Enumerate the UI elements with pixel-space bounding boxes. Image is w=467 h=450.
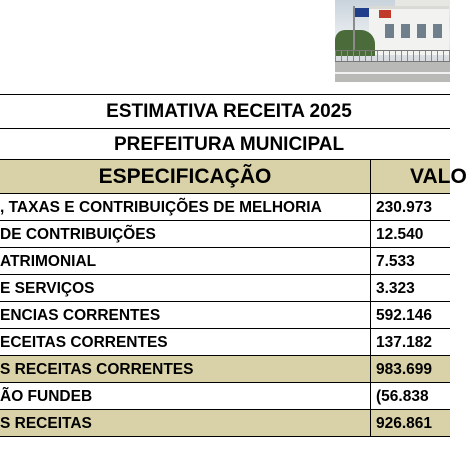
table-title: ESTIMATIVA RECEITA 2025 xyxy=(0,95,450,129)
row-specification-text: E SERVIÇOS xyxy=(0,280,95,297)
row-specification xyxy=(0,383,371,409)
row-specification-text: ÃO FUNDEB xyxy=(0,388,93,405)
row-specification xyxy=(0,194,371,220)
row-value: 926.861 xyxy=(376,415,433,432)
table-row xyxy=(0,248,450,275)
flag xyxy=(355,8,369,17)
row-specification-text: S RECEITAS xyxy=(0,415,92,432)
row-specification-text: S RECEITAS CORRENTES xyxy=(0,361,194,378)
row-specification-text: DE CONTRIBUIÇÕES xyxy=(0,226,156,243)
table-row xyxy=(0,221,450,248)
row-specification xyxy=(0,356,371,382)
row-value: (56.838 xyxy=(376,388,429,405)
row-specification xyxy=(0,275,371,301)
table-header xyxy=(0,160,467,194)
header-value: VALO xyxy=(410,165,467,188)
row-specification xyxy=(0,329,371,355)
road-line xyxy=(335,72,450,74)
row-value: 7.533 xyxy=(376,253,415,270)
row-specification-text: ECEITAS CORRENTES xyxy=(0,334,168,351)
table-row xyxy=(0,275,450,302)
table-subtitle: PREFEITURA MUNICIPAL xyxy=(0,129,450,160)
row-value: 3.323 xyxy=(376,280,415,297)
table-row xyxy=(0,383,450,410)
window xyxy=(401,24,410,38)
window xyxy=(417,24,426,38)
row-specification xyxy=(0,221,371,247)
row-specification-text: ATRIMONIAL xyxy=(0,253,97,270)
window xyxy=(433,24,442,38)
row-value: 230.973 xyxy=(376,199,433,216)
row-specification-text: ENCIAS CORRENTES xyxy=(0,307,161,324)
table-total-row xyxy=(0,356,450,383)
row-value: 983.699 xyxy=(376,361,433,378)
row-specification xyxy=(0,248,371,274)
table-body xyxy=(0,194,450,437)
row-value: 137.182 xyxy=(376,334,433,351)
window xyxy=(385,24,394,38)
table-row xyxy=(0,302,450,329)
fence xyxy=(335,50,450,62)
row-specification xyxy=(0,302,371,328)
row-value: 592.146 xyxy=(376,307,433,324)
table-row xyxy=(0,329,450,356)
revenue-table xyxy=(0,94,467,437)
table-total-row xyxy=(0,410,450,437)
row-value: 12.540 xyxy=(376,226,424,243)
flag xyxy=(379,10,391,18)
row-specification-text: , TAXAS E CONTRIBUIÇÕES DE MELHORIA xyxy=(0,199,322,216)
table-row xyxy=(0,194,450,221)
row-specification xyxy=(0,410,371,436)
city-hall-photo xyxy=(335,0,450,82)
header-specification: ESPECIFICAÇÃO xyxy=(0,160,371,193)
